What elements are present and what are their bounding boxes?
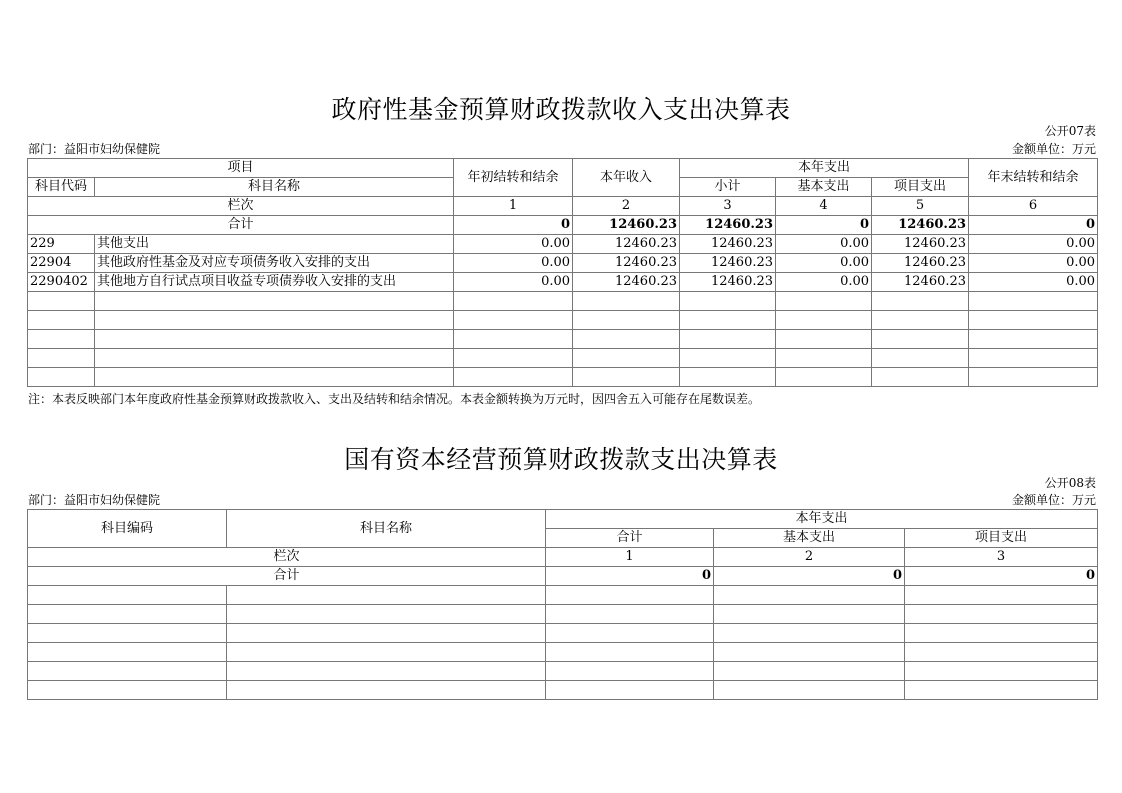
row-code: 22904 [28,254,95,273]
table08-title: 国有资本经营预算财政拨款支出决算表 [344,445,778,474]
header-expense: 本年支出 [680,159,969,178]
empty-row [28,662,1098,681]
column-index-3: 3 [680,197,776,216]
empty-row [28,681,1098,700]
table-row [28,273,1098,292]
row-cell: 12460.23 [680,254,776,273]
column-index-1: 1 [454,197,573,216]
total-cell: 0 [905,567,1098,586]
table-row [28,235,1098,254]
column-index-2: 2 [573,197,680,216]
row-code: 2290402 [28,273,95,292]
column-index-label: 栏次 [28,197,454,216]
empty-row [28,292,1098,311]
header-subject-name: 科目名称 [227,510,546,548]
empty-row [28,605,1098,624]
total-cell: 0 [776,216,872,235]
empty-row [28,349,1098,368]
column-index-row [28,548,1098,567]
table07-note: 注：本表反映部门本年度政府性基金预算财政拨款收入、支出及结转和结余情况。本表金额转换为万元时，因四舍五入可能存在尾数误差。 [28,392,761,406]
header-subtotal: 小计 [680,178,776,197]
row-cell: 0.00 [454,235,573,254]
row-cell: 0.00 [454,273,573,292]
header-project: 项目支出 [905,529,1098,548]
column-index-3: 3 [905,548,1098,567]
row-code: 229 [28,235,95,254]
row-cell: 12460.23 [872,235,969,254]
total-cell: 12460.23 [680,216,776,235]
row-cell: 0.00 [454,254,573,273]
total-label: 合计 [28,216,454,235]
table07-dept: 部门：益阳市妇幼保健院 [28,142,161,156]
row-cell: 12460.23 [680,273,776,292]
row-cell: 0.00 [776,254,872,273]
empty-row [28,586,1098,605]
empty-row [28,311,1098,330]
row-name: 其他地方自行试点项目收益专项债券收入安排的支出 [95,273,454,292]
row-cell: 0.00 [776,235,872,254]
table08-code: 公开08表 [1044,476,1096,490]
table07 [27,158,1098,387]
total-cell: 12460.23 [872,216,969,235]
row-cell: 12460.23 [872,273,969,292]
column-index-5: 5 [872,197,969,216]
header-item: 项目 [28,159,454,178]
total-cell: 0 [546,567,714,586]
header-expense: 本年支出 [546,510,1098,529]
empty-row [28,368,1098,387]
row-name: 其他政府性基金及对应专项债务收入安排的支出 [95,254,454,273]
total-label: 合计 [28,567,546,586]
column-index-6: 6 [969,197,1098,216]
header-income: 本年收入 [573,159,680,197]
table-row [28,254,1098,273]
table07-code: 公开07表 [1044,124,1096,138]
row-cell: 0.00 [969,235,1098,254]
row-cell: 12460.23 [680,235,776,254]
total-row [28,216,1098,235]
header-total: 合计 [546,529,714,548]
empty-row [28,643,1098,662]
table08-unit: 金额单位：万元 [1011,493,1096,507]
total-row [28,567,1098,586]
column-index-2: 2 [714,548,905,567]
header-basic: 基本支出 [714,529,905,548]
table08 [27,509,1098,700]
column-index-4: 4 [776,197,872,216]
row-cell: 0.00 [776,273,872,292]
header-begin-balance: 年初结转和结余 [454,159,573,197]
header-subject-code: 科目编码 [28,510,227,548]
table08-dept: 部门：益阳市妇幼保健院 [28,493,161,507]
row-cell: 0.00 [969,273,1098,292]
total-cell: 0 [969,216,1098,235]
total-cell: 0 [454,216,573,235]
total-cell: 0 [714,567,905,586]
row-cell: 12460.23 [573,273,680,292]
column-index-label: 栏次 [28,548,546,567]
row-cell: 12460.23 [872,254,969,273]
column-index-1: 1 [546,548,714,567]
table07-unit: 金额单位：万元 [1011,142,1096,156]
header-end-balance: 年末结转和结余 [969,159,1098,197]
row-cell: 12460.23 [573,254,680,273]
column-index-row [28,197,1098,216]
empty-row [28,330,1098,349]
header-project: 项目支出 [872,178,969,197]
header-subject-code: 科目代码 [28,178,95,197]
row-cell: 12460.23 [573,235,680,254]
table07-title: 政府性基金预算财政拨款收入支出决算表 [331,95,791,124]
row-cell: 0.00 [969,254,1098,273]
row-name: 其他支出 [95,235,454,254]
empty-row [28,624,1098,643]
header-basic: 基本支出 [776,178,872,197]
total-cell: 12460.23 [573,216,680,235]
header-subject-name: 科目名称 [95,178,454,197]
